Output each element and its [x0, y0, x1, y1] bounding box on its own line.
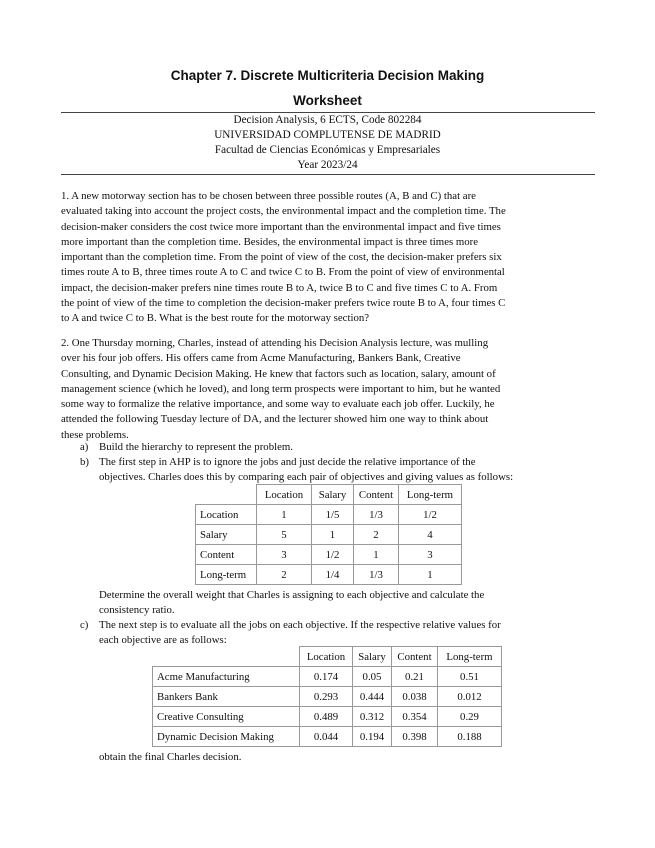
item-c-line: each objective are as follows:	[99, 634, 227, 647]
item-b-line: The first step in AHP is to ignore the jobs and just decide the relative importance of the	[99, 456, 476, 468]
header-rule-bottom	[61, 174, 595, 175]
table-row	[196, 565, 462, 585]
problem-2-line: 2. One Thursday morning, Charles, instead of attending his Decision Analysis lecture, was mulling	[61, 337, 489, 349]
table-cell: 3	[257, 545, 312, 565]
table-row	[153, 707, 502, 727]
column-header: Content	[354, 485, 399, 505]
problem-1	[61, 189, 595, 327]
column-header: Salary	[312, 485, 354, 505]
item-b-followup	[99, 588, 599, 619]
table-cell: 0.312	[353, 707, 392, 727]
table-cell: 1/2	[312, 545, 354, 565]
column-header: Salary	[353, 647, 392, 667]
problem-1-line: decision-maker considers the cost twice more important than the environmental impact and five times	[61, 220, 501, 233]
item-b-line: objectives. Charles does this by comparing each pair of objectives and giving values as follows:	[99, 471, 514, 484]
problem-2-line: management science (which he loved), and long term prospects were important to him, but he wanted	[61, 382, 501, 395]
header-faculty: Facultad de Ciencias Económicas y Empresariales	[214, 144, 441, 156]
column-header: Location	[257, 485, 312, 505]
header-university: UNIVERSIDAD COMPLUTENSE DE MADRID	[214, 129, 441, 141]
table-row	[153, 667, 502, 687]
problem-2-line: over his four job offers. His offers came from Acme Manufacturing, Bankers Bank, Creative	[61, 352, 461, 365]
job-evaluation-table	[152, 646, 502, 747]
table-cell: 1	[354, 545, 399, 565]
header-course: Decision Analysis, 6 ECTS, Code 802284	[233, 114, 422, 126]
column-header: Content	[392, 647, 438, 667]
table-cell: 0.21	[392, 667, 438, 687]
table-cell: 0.489	[300, 707, 353, 727]
problem-1-line: to A and twice C to B. What is the best route for the motorway section?	[61, 312, 370, 325]
table-cell: 1	[312, 525, 354, 545]
item-b-text	[99, 455, 599, 486]
table-row	[196, 545, 462, 565]
objectives-comparison-table	[195, 484, 462, 585]
table-cell: 0.038	[392, 687, 438, 707]
table-cell: 5	[257, 525, 312, 545]
table-cell: 0.354	[392, 707, 438, 727]
table-cell: 1	[257, 505, 312, 525]
table-cell: 0.012	[438, 687, 502, 707]
problem-2-line: Consulting, and Dynamic Decision Making. He knew that factors such as location, salary, amount of	[61, 367, 496, 380]
table-header-row	[196, 485, 462, 505]
item-c-label: c)	[80, 619, 89, 631]
row-header: Creative Consulting	[153, 707, 300, 727]
problem-1-line: impact, the decision-maker prefers nine times route B to A, twice B to C and five times C to A. From	[61, 281, 498, 294]
worksheet-subtitle: Worksheet	[293, 93, 362, 108]
table-row	[153, 727, 502, 747]
table-corner-cell	[153, 647, 300, 667]
row-header: Acme Manufacturing	[153, 667, 300, 687]
table-cell: 0.29	[438, 707, 502, 727]
problem-1-line: 1. A new motorway section has to be chosen between three possible routes (A, B and C) that are	[61, 190, 476, 202]
table-cell: 1/3	[354, 565, 399, 585]
table-row	[196, 505, 462, 525]
problem-2-line: some way to formalize the relative importance, and some way to evaluate each job offer. Luckily, he	[61, 398, 495, 411]
table-cell: 0.05	[353, 667, 392, 687]
table-cell: 2	[257, 565, 312, 585]
problem-1-line: more important than the completion time. Besides, the environmental impact is three times more	[61, 235, 479, 248]
table-header-row	[153, 647, 502, 667]
table-cell: 0.194	[353, 727, 392, 747]
row-header: Content	[196, 545, 257, 565]
item-a-text: Build the hierarchy to represent the problem.	[99, 441, 293, 453]
column-header: Long-term	[438, 647, 502, 667]
problem-2-line: these problems.	[61, 428, 129, 441]
row-header: Location	[196, 505, 257, 525]
table-cell: 0.044	[300, 727, 353, 747]
table-cell: 1/3	[354, 505, 399, 525]
problem-1-line: evaluated taking into account the project costs, the environmental impact and the completion time. The	[61, 205, 506, 218]
table-cell: 2	[354, 525, 399, 545]
table-corner-cell	[196, 485, 257, 505]
header-year: Year 2023/24	[297, 159, 358, 171]
problem-2	[61, 336, 595, 443]
worksheet-title: Chapter 7. Discrete Multicriteria Decision Making	[170, 68, 485, 83]
item-c-followup: obtain the final Charles decision.	[99, 751, 242, 763]
row-header: Salary	[196, 525, 257, 545]
problem-1-line: important than the completion time. From the point of view of the cost, the decision-maker prefers six	[61, 251, 502, 264]
column-header: Location	[300, 647, 353, 667]
table-cell: 0.188	[438, 727, 502, 747]
table-row	[196, 525, 462, 545]
row-header: Long-term	[196, 565, 257, 585]
table-row	[153, 687, 502, 707]
table-cell: 4	[399, 525, 462, 545]
problem-2-line: attended the following Tuesday lecture of DA, and the lecturer showed him one way to think about	[61, 413, 489, 426]
item-a-label: a)	[80, 441, 89, 453]
table-cell: 1/4	[312, 565, 354, 585]
table-cell: 1/2	[399, 505, 462, 525]
item-b-followup-line: consistency ratio.	[99, 604, 175, 617]
table-cell: 0.174	[300, 667, 353, 687]
item-c-text	[99, 618, 599, 649]
table-cell: 0.293	[300, 687, 353, 707]
item-c-line: The next step is to evaluate all the jobs on each objective. If the respective relative values for	[99, 619, 501, 631]
problem-1-line: times route A to B, three times route A to C and twice C to B. From the point of view of environmental	[61, 266, 505, 279]
column-header: Long-term	[399, 485, 462, 505]
table-cell: 3	[399, 545, 462, 565]
row-header: Bankers Bank	[153, 687, 300, 707]
table-cell: 1/5	[312, 505, 354, 525]
item-b-followup-line: Determine the overall weight that Charles is assigning to each objective and calculate the	[99, 589, 485, 601]
row-header: Dynamic Decision Making	[153, 727, 300, 747]
table-cell: 0.51	[438, 667, 502, 687]
table-cell: 1	[399, 565, 462, 585]
problem-1-line: the point of view of the time to completion the decision-maker prefers twice route B to A, four times C	[61, 297, 506, 310]
table-cell: 0.444	[353, 687, 392, 707]
item-b-label: b)	[80, 456, 89, 468]
table-cell: 0.398	[392, 727, 438, 747]
